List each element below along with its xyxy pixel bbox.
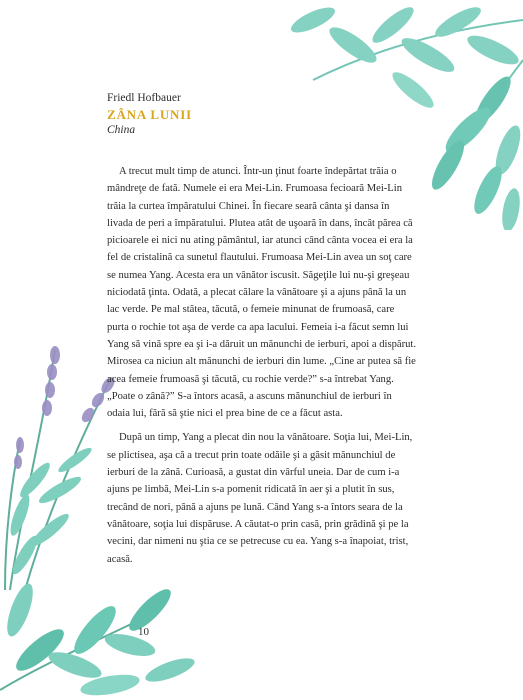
page-number: 10 <box>138 626 149 638</box>
leaf-branch-icon <box>0 570 200 700</box>
paragraph: A trecut mult timp de atunci. Într-un ţinut foarte îndepărtat trăia o mândreţe de fată. Numele ei era Mei-Lin. Frumoasa fecioară Mei-Lin trăia la curtea împăratului Chinei. În fiecare seară cânta şi dansa în livada de peri a împăratului. Plutea atât de uşoară în dans, încât părea că picioarele ei nici nu ating pământul, iar atunci când cânta vocea ei era la fel de cristalină ca sunetul flautului. Frumoasa Mei-Lin avea un soţ care se numea Yang. Acesta era un vânător iscusit. Săgeţile lui nu-şi greşeau niciodată ţinta. Odată, a plecat călare la vânătoare şi a ajuns până la un lac verde. Pe mal stătea, tăcută, o femeie minunat de frumoasă, care purta o rochie tot aşa de verde ca apa lacului. Femeia i-a făcut semn lui Yang să vină spre ea şi i-a dăruit un mănunchi de ierburi, apoi a dispărut. Mirosea ca niciun alt mănunchi de ierburi din lume. „Cine ar putea să fie acea femeie frumoasă şi tăcută, cu rochie verde?” s-a întrebat Yang. „Poate o zână?” S-a întors acasă, a ascuns mănunchiul de ierburi în odaia lui, fără să ştie nici el prea bine de ce a făcut asta. <box>107 166 417 420</box>
author-name: Friedl Hofbauer <box>107 92 181 104</box>
paragraph: După un timp, Yang a plecat din nou la vânătoare. Soţia lui, Mei-Lin, se plictisea, aşa că a trecut prin toate odăile şi a găsit mănunchiul de ierburi de la zână. Curioasă, a gustat din vârful uneia. Dar de cum i-a ajuns pe limbă, Mei-Lin s-a pomenit ridicată în aer şi a plutit în sus, trecând de nori, până a ajuns pe lună. Când Yang s-a întors seara de la vânătoare, soţia lui dispăruse. A căutat-o prin casă, prin grădină şi pe la vecini, dar nimeni nu ştia ce se petrecuse cu ea. Yang s-a înapoiat, trist, acasă. <box>107 432 413 565</box>
story-body <box>107 163 417 575</box>
story-title: ZÂNA LUNII <box>107 107 192 122</box>
story-origin: China <box>107 124 136 136</box>
